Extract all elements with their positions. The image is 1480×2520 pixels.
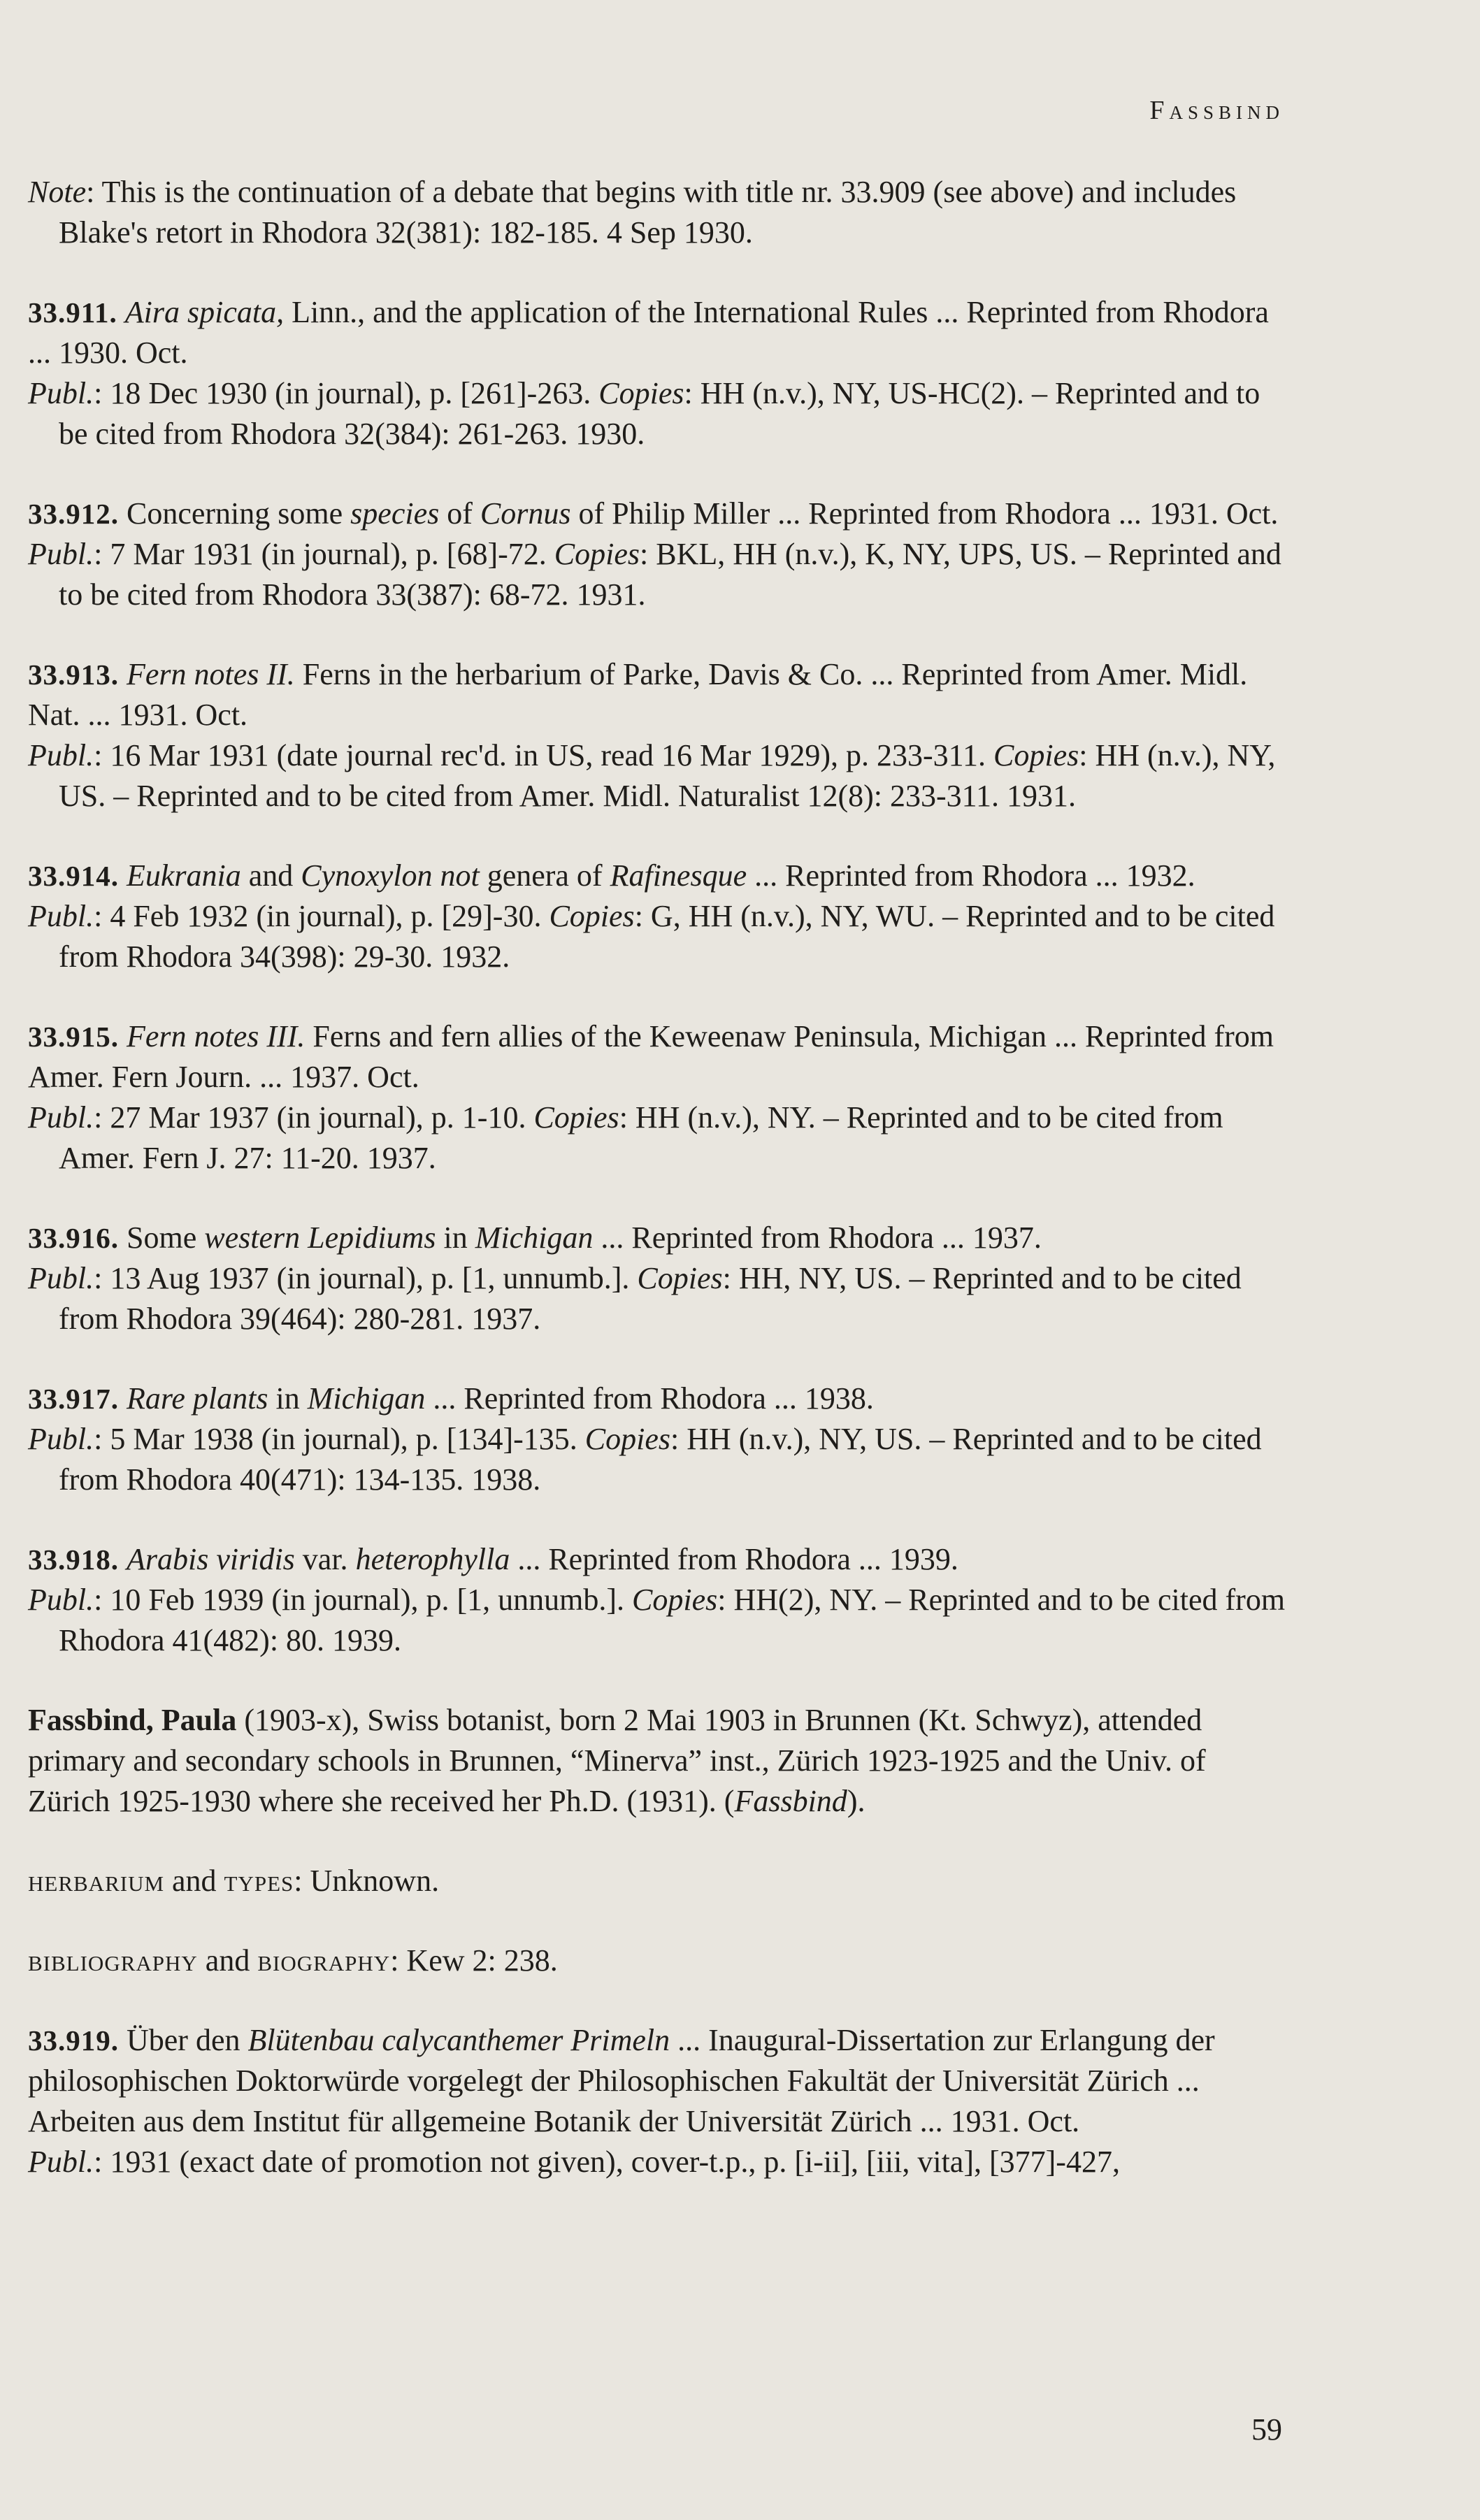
title-text: of Philip Miller ... Reprinted from Rhodora ... 1931. Oct. [570,496,1279,531]
bibliography-text [28,1941,1286,1981]
title-italic: Arabis viridis [127,1542,295,1576]
title-italic: Rare plants [127,1381,268,1416]
title-text: Ferns in the herbarium of Parke, Davis & Co. ... Reprinted from Amer. Midl. Nat. ... 1931. Oct. [28,657,1248,732]
publication-info [28,373,1286,454]
publ-label: Publ. [28,1583,94,1617]
entry-title [28,1378,1286,1419]
entry-number: 33.916. [28,1222,119,1254]
publ-text: : 5 Mar 1938 (in journal), p. [134]-135. [94,1422,585,1456]
publ-label: Publ. [28,537,94,571]
publication-info [28,1580,1286,1661]
page-body [28,172,1286,2222]
copies-label: Copies [993,738,1079,772]
biography-label: biography [257,1943,391,1978]
botanist-name: Fassbind, Paula [28,1703,237,1737]
entry-title [28,2020,1286,2142]
copies-label: Copies [598,376,684,410]
title-italic: Cornus [480,496,571,531]
publication-info [28,896,1286,977]
title-italic: Aira spicata, [124,295,285,329]
publication-info [28,1419,1286,1500]
title-italic: western Lepidiums [204,1221,436,1255]
bibliography-label: bibliography [28,1943,198,1978]
publ-text: : 18 Dec 1930 (in journal), p. [261]-263. [94,376,599,410]
copies-label: Copies [584,1422,670,1456]
copies-text: : HH (n.v.), NY, US-HC(2). – Reprinted and to be cited from Rhodora 32(384): 261-263. 1930. [59,376,1260,451]
copies-text: : HH, NY, US. – Reprinted and to be cited from Rhodora 39(464): 280-281. 1937. [59,1261,1242,1336]
entry-33-914 [28,856,1286,977]
publ-label: Publ. [28,899,94,933]
title-italic: Michigan [475,1221,594,1255]
title-text: Concerning some [119,496,351,531]
bio-end: ). [847,1784,865,1818]
note-text: This is the continuation of a debate that begins with title nr. 33.909 (see above) and includes Blake's retort in Rhodora 32(381): 182-185. 4 Sep 1930. [59,175,1237,250]
biography-paragraph [28,1700,1286,1822]
entry-title [28,1539,1286,1580]
bio-text-line [28,1700,1286,1822]
title-italic: Cynoxylon not [301,858,480,893]
entry-number: 33.917. [28,1383,119,1415]
types-label: types [224,1864,294,1898]
title-text: ... Reprinted from Rhodora ... 1938. [425,1381,874,1416]
title-text: and [240,858,301,893]
title-italic: Blütenbau calycanthemer Primeln [247,2023,670,2057]
entry-33-918 [28,1539,1286,1661]
publ-text: : 1931 (exact date of promotion not given), cover-t.p., p. [i-ii], [iii, vita], [377]-427, [94,2145,1120,2179]
publ-text: : 16 Mar 1931 (date journal rec'd. in US, read 16 Mar 1929), p. 233-311. [94,738,994,772]
copies-label: Copies [549,899,635,933]
note-paragraph: Note: This is the continuation of a debate that begins with title nr. 33.909 (see above) and includes Blake's retort in Rhodora 32(381): 182-185. 4 Sep 1930. [28,175,1237,250]
entry-33-917 [28,1378,1286,1500]
copies-text: : HH(2), NY. – Reprinted and to be cited from Rhodora 41(482): 80. 1939. [59,1583,1286,1657]
herbarium-and: and [164,1864,224,1898]
publ-text: : 7 Mar 1931 (in journal), p. [68]-72. [94,537,554,571]
entry-title [28,856,1286,896]
title-text: genera of [479,858,610,893]
publ-label: Publ. [28,376,94,410]
title-text: Some [119,1221,205,1255]
title-italic: Fern notes II. [127,657,295,691]
copies-text: : HH (n.v.), NY, US. – Reprinted and to be cited from Amer. Midl. Naturalist 12(8): 233-311. 1931. [59,738,1276,813]
copies-label: Copies [632,1583,718,1617]
title-italic: Rafinesque [610,858,747,893]
title-text: ... Reprinted from Rhodora ... 1937. [593,1221,1042,1255]
entry-title [28,1218,1286,1258]
copies-label: Copies [554,537,640,571]
entry-33-915 [28,1016,1286,1179]
title-italic: Fern notes III. [127,1019,306,1053]
bibliography-line [28,1941,1286,1981]
publ-label: Publ. [28,738,94,772]
entry-33-919 [28,2020,1286,2182]
publ-label: Publ. [28,1100,94,1135]
publication-info [28,1258,1286,1339]
bio-tag: Fassbind [734,1784,847,1818]
publication-info [28,735,1286,816]
note-block [28,172,1286,253]
title-italic: Eukrania [127,858,241,893]
entry-number: 33.911. [28,296,117,329]
title-text: Linn., and the application of the International Rules ... Reprinted from Rhodora ... 1930. Oct. [28,295,1269,370]
copies-text: : HH (n.v.), NY. – Reprinted and to be cited from Amer. Fern J. 27: 11-20. 1937. [59,1100,1223,1175]
publication-info [28,1097,1286,1179]
page-number: 59 [1251,2412,1282,2447]
note-label: Note [28,175,87,209]
copies-label: Copies [533,1100,619,1135]
title-italic: species [350,496,440,531]
entry-33-913 [28,654,1286,816]
title-text: in [436,1221,475,1255]
title-text: ... Inaugural-Dissertation zur Erlangung der philosophischen Doktorwürde vorgelegt der Philosophischen Fakultät der Universität Zürich ... Arbeiten aus dem Institut für allgemeine Botanik der Universität Zürich ... 1931. Oct. [28,2023,1215,2138]
entry-title [28,494,1286,534]
herbarium-label: herbarium [28,1864,165,1898]
publ-text: : 4 Feb 1932 (in journal), p. [29]-30. [94,899,549,933]
title-text: in [268,1381,308,1416]
publ-label: Publ. [28,1261,94,1295]
title-italic: Michigan [307,1381,426,1416]
entry-title [28,654,1286,735]
title-text: ... Reprinted from Rhodora ... 1939. [510,1542,958,1576]
copies-text: : G, HH (n.v.), NY, WU. – Reprinted and to be cited from Rhodora 34(398): 29-30. 1932. [59,899,1275,974]
publication-info [28,2142,1286,2182]
herbarium-value: : Unknown. [294,1864,440,1898]
copies-label: Copies [637,1261,723,1295]
entry-title [28,292,1286,373]
title-text: var. [294,1542,356,1576]
entry-number: 33.919. [28,2024,119,2057]
bio-text: (1903-x), Swiss botanist, born 2 Mai 1903 in Brunnen (Kt. Schwyz), attended primary and secondary schools in Brunnen, “Minerva” inst., Zürich 1923-1925 and the Univ. of Zürich 1925-1930 where she received her Ph.D. (1931). ( [28,1703,1206,1818]
herbarium-line [28,1861,1286,1901]
title-text: Über den [119,2023,248,2057]
bibliography-value: : Kew 2: 238. [390,1943,558,1978]
entry-33-912 [28,494,1286,615]
entry-33-916 [28,1218,1286,1339]
title-text: ... Reprinted from Rhodora ... 1932. [747,858,1195,893]
publ-text: : 13 Aug 1937 (in journal), p. [1, unnumb.]. [94,1261,638,1295]
herbarium-text [28,1861,1286,1901]
title-italic: heterophylla [355,1542,510,1576]
publ-text: : 27 Mar 1937 (in journal), p. 1-10. [94,1100,534,1135]
bibliography-and: and [197,1943,258,1978]
publ-label: Publ. [28,1422,94,1456]
title-text: Ferns and fern allies of the Keweenaw Peninsula, Michigan ... Reprinted from Amer. Fern Journ. ... 1937. Oct. [28,1019,1274,1094]
copies-text: : HH (n.v.), NY, US. – Reprinted and to be cited from Rhodora 40(471): 134-135. 1938. [59,1422,1262,1497]
running-head: Fassbind [1149,96,1284,125]
publication-info [28,534,1286,615]
entry-number: 33.913. [28,658,119,691]
entry-number: 33.912. [28,498,119,530]
publ-label: Publ. [28,2145,94,2179]
entry-title [28,1016,1286,1097]
title-text: of [439,496,480,531]
copies-text: : BKL, HH (n.v.), K, NY, UPS, US. – Reprinted and to be cited from Rhodora 33(387): 68-72. 1931. [59,537,1281,612]
entry-33-911 [28,292,1286,454]
publ-text: : 10 Feb 1939 (in journal), p. [1, unnumb.]. [94,1583,633,1617]
entry-number: 33.915. [28,1021,119,1053]
entry-number: 33.918. [28,1543,119,1576]
entry-number: 33.914. [28,860,119,892]
